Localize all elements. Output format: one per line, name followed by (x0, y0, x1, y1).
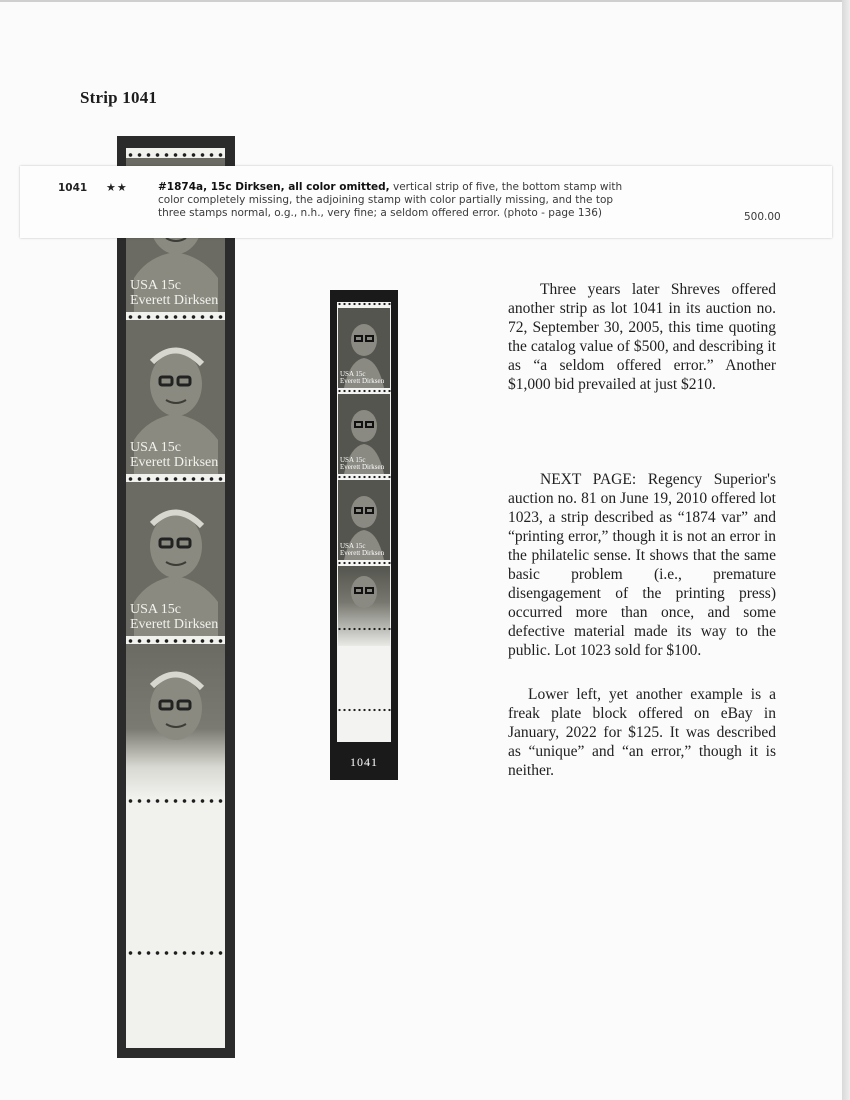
small-stamp-caption (340, 371, 384, 385)
perforation-row (126, 798, 225, 804)
small-stamp-caption (340, 457, 384, 471)
stamp-caption-value: USA 15c (130, 440, 181, 455)
lot-description-headline: #1874a, 15c Dirksen, all color omitted, (158, 181, 390, 193)
stamp-caption-value: USA 15c (130, 602, 181, 617)
stamp-caption (130, 602, 218, 632)
small-stamp-caption-value: USA 15c (340, 370, 366, 378)
perforation-row (337, 627, 391, 631)
portrait-engraving (126, 644, 225, 798)
portrait-engraving (338, 566, 390, 646)
stamp-4-partial-color (126, 644, 225, 798)
lot-number: 1041 (58, 182, 88, 194)
lot-description (158, 181, 638, 220)
small-stamp-caption-name: Everett Dirksen (340, 463, 385, 471)
stamp-caption (130, 278, 218, 308)
perforation-row (337, 475, 391, 479)
auction-lot-label (20, 166, 832, 238)
small-stamp-strip-mount (330, 290, 398, 780)
small-stamp-caption (340, 543, 384, 557)
lot-price: 500.00 (744, 211, 781, 223)
perforation-row (337, 561, 391, 565)
small-stamp-caption-value: USA 15c (340, 456, 366, 464)
small-strip-paper (337, 302, 391, 742)
small-stamp-4-partial-color (338, 566, 390, 646)
small-stamp-caption-value: USA 15c (340, 542, 366, 550)
stamp-strip-paper (126, 148, 225, 1048)
paragraph-ebay-2022: Lower left, yet another example is a freak plate block offered on eBay in January, 2022 for $125. It was described as “unique” and “an error,” though it is neither. (508, 686, 776, 779)
stamp-caption-name: Everett Dirksen (130, 617, 219, 632)
page-edge-shadow (842, 0, 850, 1100)
page-title: Strip 1041 (80, 88, 158, 107)
stamp-caption-value: USA 15c (130, 278, 181, 293)
stamp-2 (126, 320, 225, 474)
stamp-3 (126, 482, 225, 636)
large-stamp-strip-mount (117, 136, 235, 1058)
perforation-row (337, 302, 391, 306)
small-stamp-caption-name: Everett Dirksen (340, 549, 385, 557)
paragraph-shreves-2005: Three years later Shreves offered another strip as lot 1041 in its auction no. 72, September 30, 2005, this time quoting the catalog value of $500, and describing it as “a seldom offered error.” Another $1,000 bid prevailed at just $210. (508, 281, 776, 393)
lot-grade-stars: ★★ (106, 181, 128, 194)
small-stamp-2 (338, 394, 390, 474)
paragraph-next-page: NEXT PAGE: Regency Superior's auction no. 81 on June 19, 2010 offered lot 1023, a strip described as “1874 var” and “printing error,” though it is not an error in the philatelic sense. It shows that the same basic problem (i.e., premature disengagement of the printing press) occurred more than once, and some defective material made its way to the public. Lot 1023 sold for $100. (508, 471, 776, 659)
small-stamp-3 (338, 480, 390, 560)
stamp-caption-name: Everett Dirksen (130, 455, 219, 470)
small-stamp-1 (338, 308, 390, 388)
perforation-row (126, 950, 225, 956)
stamp-caption (130, 440, 218, 470)
small-strip-label: 1041 (350, 755, 378, 769)
stamp-caption-name: Everett Dirksen (130, 293, 219, 308)
perforation-row (337, 708, 391, 712)
perforation-row (337, 389, 391, 393)
lot-description-body: vertical strip of five, the bottom stamp with color completely missing, the adjoining stamp with color partially missing, and the top three stamps normal, o.g., n.h., very fine; a seldom offered error. (photo - page 136) (158, 181, 623, 219)
small-stamp-caption-name: Everett Dirksen (340, 377, 385, 385)
